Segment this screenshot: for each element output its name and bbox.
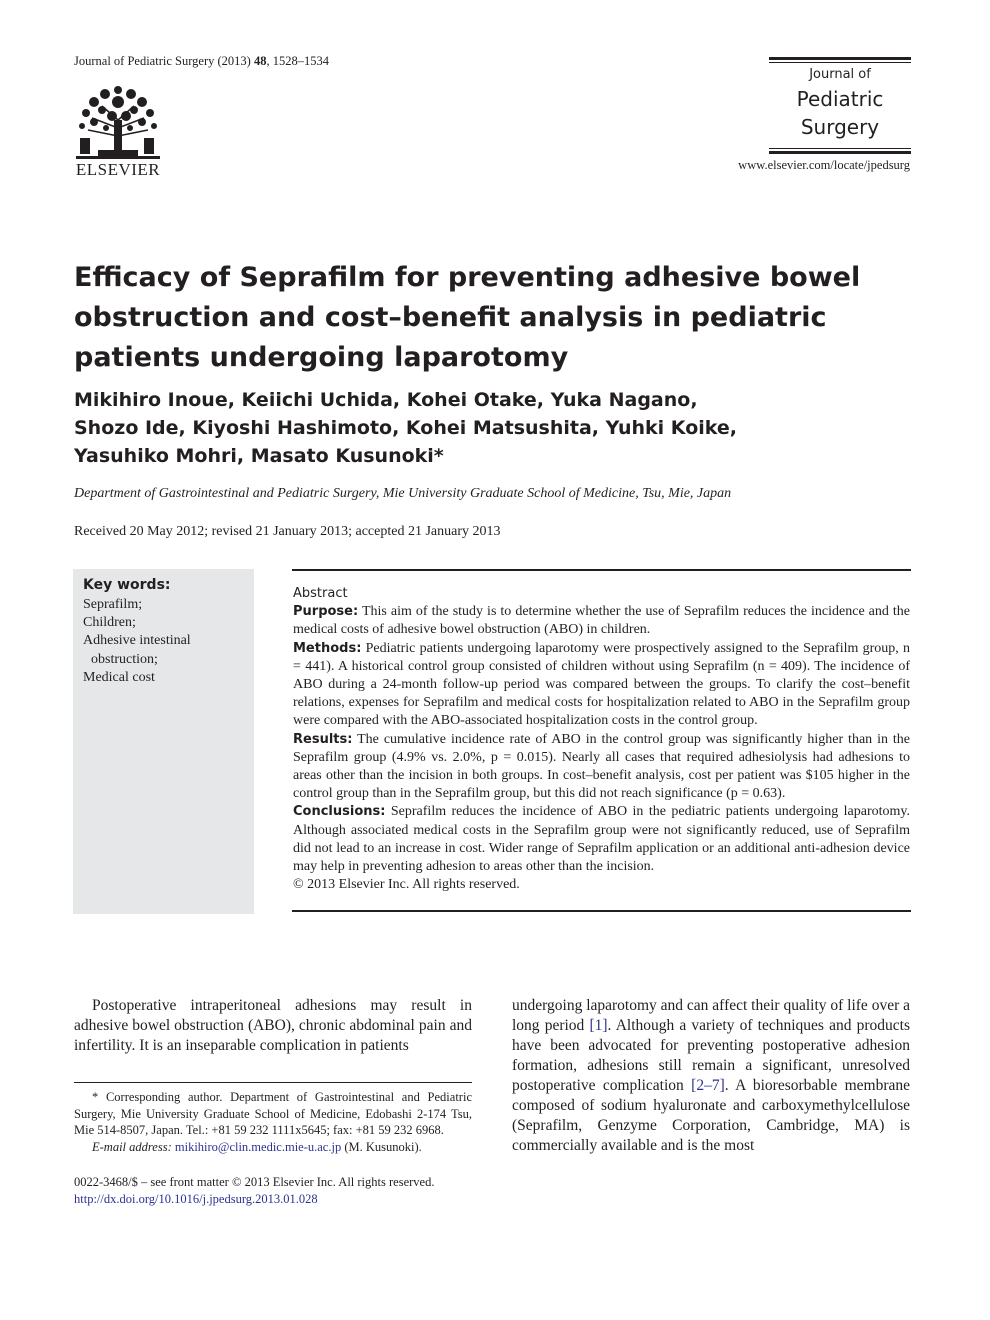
- abstract: [293, 585, 910, 894]
- body-text: undergoing laparotomy and can affect their quality of life over a long period: [512, 997, 910, 1034]
- keywords-heading: Key words:: [83, 577, 171, 593]
- issn-line: 0022-3468/$ – see front matter © 2013 Elsevier Inc. All rights reserved.: [74, 1175, 435, 1189]
- journal-citation: [74, 54, 329, 69]
- journal-logo-rule-bottom: [769, 151, 911, 154]
- keyword-item: Medical cost: [83, 669, 155, 685]
- abstract-purpose: [293, 603, 910, 639]
- abstract-rule-bottom: [292, 910, 911, 912]
- journal-logo-rule-bottom-thin: [769, 148, 911, 149]
- corresponding-author-footnote: [74, 1089, 472, 1155]
- purpose-label: Purpose:: [293, 604, 359, 620]
- author-line: Shozo Ide, Kiyoshi Hashimoto, Kohei Matsushita, Yuhki Koike,: [74, 417, 737, 439]
- citation-pages: , 1528–1534: [266, 54, 329, 68]
- email-label: E-mail address:: [92, 1139, 172, 1154]
- keyword-item: obstruction;: [91, 651, 158, 667]
- footnote-email-line: [74, 1139, 472, 1156]
- footnote-rule: [74, 1082, 472, 1083]
- journal-logo-rule-top-thin: [769, 62, 911, 63]
- author-list: [74, 386, 774, 470]
- article-title: Efficacy of Seprafilm for preventing adhesive bowel obstruction and cost–benefit analysis in pediatric patients undergoing laparotomy: [74, 262, 861, 373]
- front-matter: [74, 1174, 494, 1207]
- results-text: The cumulative incidence rate of ABO in the control group was significantly higher than in the Seprafilm group (4.9% vs. 2.0%, p = 0.015). Nearly all cases that required adhesiolysis had adhesions to areas other than the incision in both groups. In cost–benefit analysis, cost per patient was $105 higher in the control group than in the Seprafilm group, but this did not reach significance (p = 0.63).: [293, 731, 911, 802]
- conclusions-text: Seprafilm reduces the incidence of ABO in the pediatric patients undergoing laparotomy. Although associated medical costs in the Seprafilm group were not significantly reduced, use of Seprafilm did not lead to an increase in cost. Wider range of Seprafilm application or an additional anti-adhesion device may help in preventing adhesion to areas other than the incision.: [293, 804, 910, 875]
- author-line: Mikihiro Inoue, Keiichi Uchida, Kohei Otake, Yuka Nagano,: [74, 389, 698, 411]
- reference-link[interactable]: [1]: [589, 1017, 608, 1034]
- body-text: . Although a variety of techniques and products have been advocated for preventing postoperative adhesion formation, adhesions still remain a significant, unresolved postoperative complication: [512, 1017, 910, 1094]
- abstract-copyright: © 2013 Elsevier Inc. All rights reserved.: [293, 877, 520, 893]
- methods-label: Methods:: [293, 640, 362, 656]
- citation-volume: 48: [253, 54, 267, 68]
- body-paragraph: Postoperative intraperitoneal adhesions may result in adhesive bowel obstruction (ABO), chronic abdominal pain and infertility. It is an inseparable complication in patients: [74, 997, 472, 1054]
- journal-logo-rule-top: [769, 57, 911, 60]
- journal-url[interactable]: www.elsevier.com/locate/jpedsurg: [738, 158, 910, 172]
- email-link[interactable]: mikihiro@clin.medic.mie-u.ac.jp: [174, 1139, 342, 1154]
- footnote-text: * Corresponding author. Department of Gastrointestinal and Pediatric Surgery, Mie University Graduate School of Medicine, Edobashi 2-174 Tsu, Mie 514-8507, Japan. Tel.: +81 59 232 1111x5645; fax: +81 59 232 6968.: [74, 1090, 472, 1137]
- keyword-item: Seprafilm;: [83, 597, 143, 612]
- publisher-name: ELSEVIER: [75, 160, 161, 179]
- journal-logo-line2: Pediatric: [796, 87, 884, 111]
- body-column-left: [74, 996, 472, 1056]
- body-column-right: [512, 996, 910, 1156]
- conclusions-label: Conclusions:: [293, 804, 386, 820]
- results-label: Results:: [293, 731, 353, 747]
- keywords-panel: [73, 569, 254, 914]
- citation-journal: Journal of Pediatric Surgery (2013): [74, 54, 251, 68]
- reference-link[interactable]: [2–7]: [691, 1077, 725, 1094]
- journal-logo-line1: Journal of: [809, 67, 871, 82]
- abstract-results: [293, 731, 910, 804]
- keyword-item: Adhesive intestinal: [83, 633, 191, 649]
- abstract-heading: Abstract: [293, 586, 348, 601]
- abstract-methods: [293, 640, 910, 731]
- abstract-conclusions: [293, 803, 910, 876]
- methods-text: Pediatric patients undergoing laparotomy were prospectively assigned to the Seprafilm group, n = 441). A historical control group consisted of children without using Seprafilm (n = 409). The incidence of ABO during a 24-month follow-up period was compared between the groups. To clarify the cost–benefit relations, expenses for Seprafilm and medical costs for hospitalization related to ABO in the Seprafilm group were compared with the ABO-associated hospitalization costs in the control group.: [293, 640, 910, 729]
- journal-logo: [769, 57, 911, 155]
- author-line: Yasuhiko Mohri, Masato Kusunoki*: [74, 445, 444, 467]
- body-text: . A bioresorbable membrane composed of sodium hyaluronate and carboxymethylcellulose (Seprafilm, Genzyme Corporation, Cambridge, MA) is commercially available and is the most: [512, 1077, 910, 1154]
- abstract-rule-top: [292, 569, 911, 571]
- keywords-list: [83, 596, 248, 687]
- keyword-item: Children;: [83, 615, 136, 631]
- purpose-text: This aim of the study is to determine whether the use of Seprafilm reduces the incidence and the medical costs of adhesive bowel obstruction (ABO) in children.: [293, 604, 911, 638]
- body-paragraph: [512, 996, 910, 1156]
- email-owner: (M. Kusunoki).: [341, 1139, 422, 1154]
- doi-link[interactable]: http://dx.doi.org/10.1016/j.jpedsurg.2013.01.028: [74, 1191, 318, 1206]
- article-dates: Received 20 May 2012; revised 21 January 2013; accepted 21 January 2013: [74, 524, 501, 539]
- affiliation: Department of Gastrointestinal and Pediatric Surgery, Mie University Graduate School of Medicine, Tsu, Mie, Japan: [74, 486, 732, 501]
- journal-logo-line3: Surgery: [800, 115, 880, 139]
